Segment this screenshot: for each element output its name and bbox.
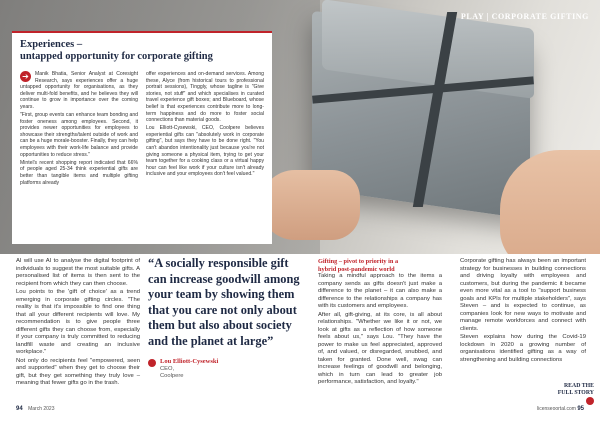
body-column-3: [318, 258, 442, 388]
body-paragraph: Lou points to the 'gift of choice' as a trend emerging in corporate gifting circles. "The reality is that it's impossible to find one thing that all your different recipients will love. My recommendation is to give people three different gifts they can choose from, especially if your company is truly committed to reducing landfill waste and creating an inclusive workplace.": [16, 289, 140, 355]
footer-right: [537, 406, 588, 412]
quote-author: Lou Elliott-Cysewski: [160, 357, 219, 365]
section-tag: [461, 12, 589, 21]
section-topic: CORPORATE GIFTING: [491, 12, 589, 21]
issue-date: March 2023: [28, 406, 55, 412]
quote-attribution: [148, 358, 308, 380]
panel-title: [20, 39, 264, 63]
pull-quote-text: “A socially responsible gift can increase goodwill among your team by showing them that you care not only about them but also about society and the planet at large”: [148, 256, 300, 348]
panel-paragraph: Mintel's recent shopping report indicated that 66% of people aged 25-34 think experiential gifts are better than tangible items and multiple gifting platforms already: [20, 159, 138, 186]
read-more-line2: FULL STORY: [557, 390, 594, 396]
section-label: PLAY: [460, 12, 484, 21]
pull-quote: [148, 256, 308, 380]
body-paragraph: Taking a mindful approach to the items a company sends as gifts doesn't just make a difference to the planet – it can also make a difference to the relationships a company has with its customers and employees.: [318, 273, 442, 309]
panel-columns: [20, 71, 264, 238]
attribution-bullet-icon: [148, 359, 156, 367]
panel-column-left: [20, 71, 138, 238]
body-paragraph: Steven explains how during the Covid-19 lockdown in 2020 a growing number of organisations identified gifting as a way of strengthening and building connections: [460, 334, 586, 363]
panel-title-line2: untapped opportunity for corporate gifting: [20, 51, 213, 62]
quote-author-role: CEO,: [160, 365, 175, 372]
panel-paragraph: ➔ Manik Bhatia, Senior Analyst at Coresight Research, says experiences offer a huge untapped opportunity for organisations, as they deliver multi-fold benefits, and he believes they will continue to grow in importance over the coming years.: [20, 71, 138, 110]
subheading: Gifting – pivot to priority in a hybrid post-pandemic world: [318, 258, 399, 273]
arrow-right-icon: [586, 397, 594, 405]
panel-column-right: [146, 71, 264, 238]
quote-author-company: Coolpere: [160, 372, 184, 379]
body-paragraph: AI will use AI to analyse the digital footprint of individuals to suggest the most suitable gifts. A personalised list of items is then sent to the recipient from which they can then choose.: [16, 258, 140, 287]
section-separator: |: [486, 12, 489, 21]
panel-title-line1: Experiences –: [20, 39, 83, 50]
panel-paragraph: "First, group events can enhance team bonding and foster oneness among employees. Second, it provides newer opportunities for employees to showcase their strengths/talent outside of work and can be a huge morale-booster. Finally, they can help employees with their work-life balance and provide opportunities to reduce stress.": [20, 112, 138, 158]
hand-left: [260, 170, 360, 240]
sidebar-panel: [12, 31, 272, 244]
body-paragraph: Corporate gifting has always been an important strategy for businesses in building connections and driving loyalty with employees and customers, but during the pandemic it became even more vital as a tool to "support business goals and KPIs for multiple stakeholders", says Steven – and is expected to continue, as companies look for new ways to motivate and manage remote workforces and connect with clients.: [460, 258, 586, 332]
panel-paragraph: offer experiences and on-demand services. Among these, Alyce (from historical tours to professional portrait sessions), Tinggly, whose tagline is "Give stories, not stuff" and which specialises in curated travel experience gift boxes; and Blueboard, whose belief is that experiences contribute more to long-term happiness and do more to foster social connections than material goods.: [146, 71, 264, 124]
footer-left: [16, 406, 54, 412]
page-number-left: 94: [16, 406, 23, 412]
read-full-story-link[interactable]: [548, 383, 594, 405]
website: licenseoortal.com: [537, 406, 576, 412]
body-column-1: [16, 258, 140, 389]
read-more-line1: READ THE: [563, 383, 594, 389]
arrow-right-icon: ➔: [20, 71, 31, 82]
body-column-4: [460, 258, 586, 365]
panel-paragraph: Lou Elliott-Cysewski, CEO, Coolpere believes experiential gifts can "absolutely work in corporate gifting", but says they have to be done right. "You can't abandon intentionality just because you're not giving someone a physical item, trying to get your team together for a cooking class or a virtual happy hour can feel like work if your culture isn't already inclusive and your employees don't feel valued.": [146, 125, 264, 178]
body-paragraph: Not only do recipients feel "empowered, seen and supported" when they get to choose their gift, but they get something they truly love – meaning that fewer gifts go in the trash.: [16, 357, 140, 386]
body-paragraph: After all, gift-giving, at its core, is all about relationships. "Whether we like it or not, we look at gifts as a reflection of how someone feels about us," says Lou. "They have the power to make us feel appreciated, approved of, and valued, or disregarded, snubbed, and taken for granted. Done well, swag can increase feelings of goodwill and belonging, which in turn can lead to greater job performance, satisfaction, and loyalty.": [318, 311, 442, 385]
page-number-right: 95: [577, 406, 584, 412]
